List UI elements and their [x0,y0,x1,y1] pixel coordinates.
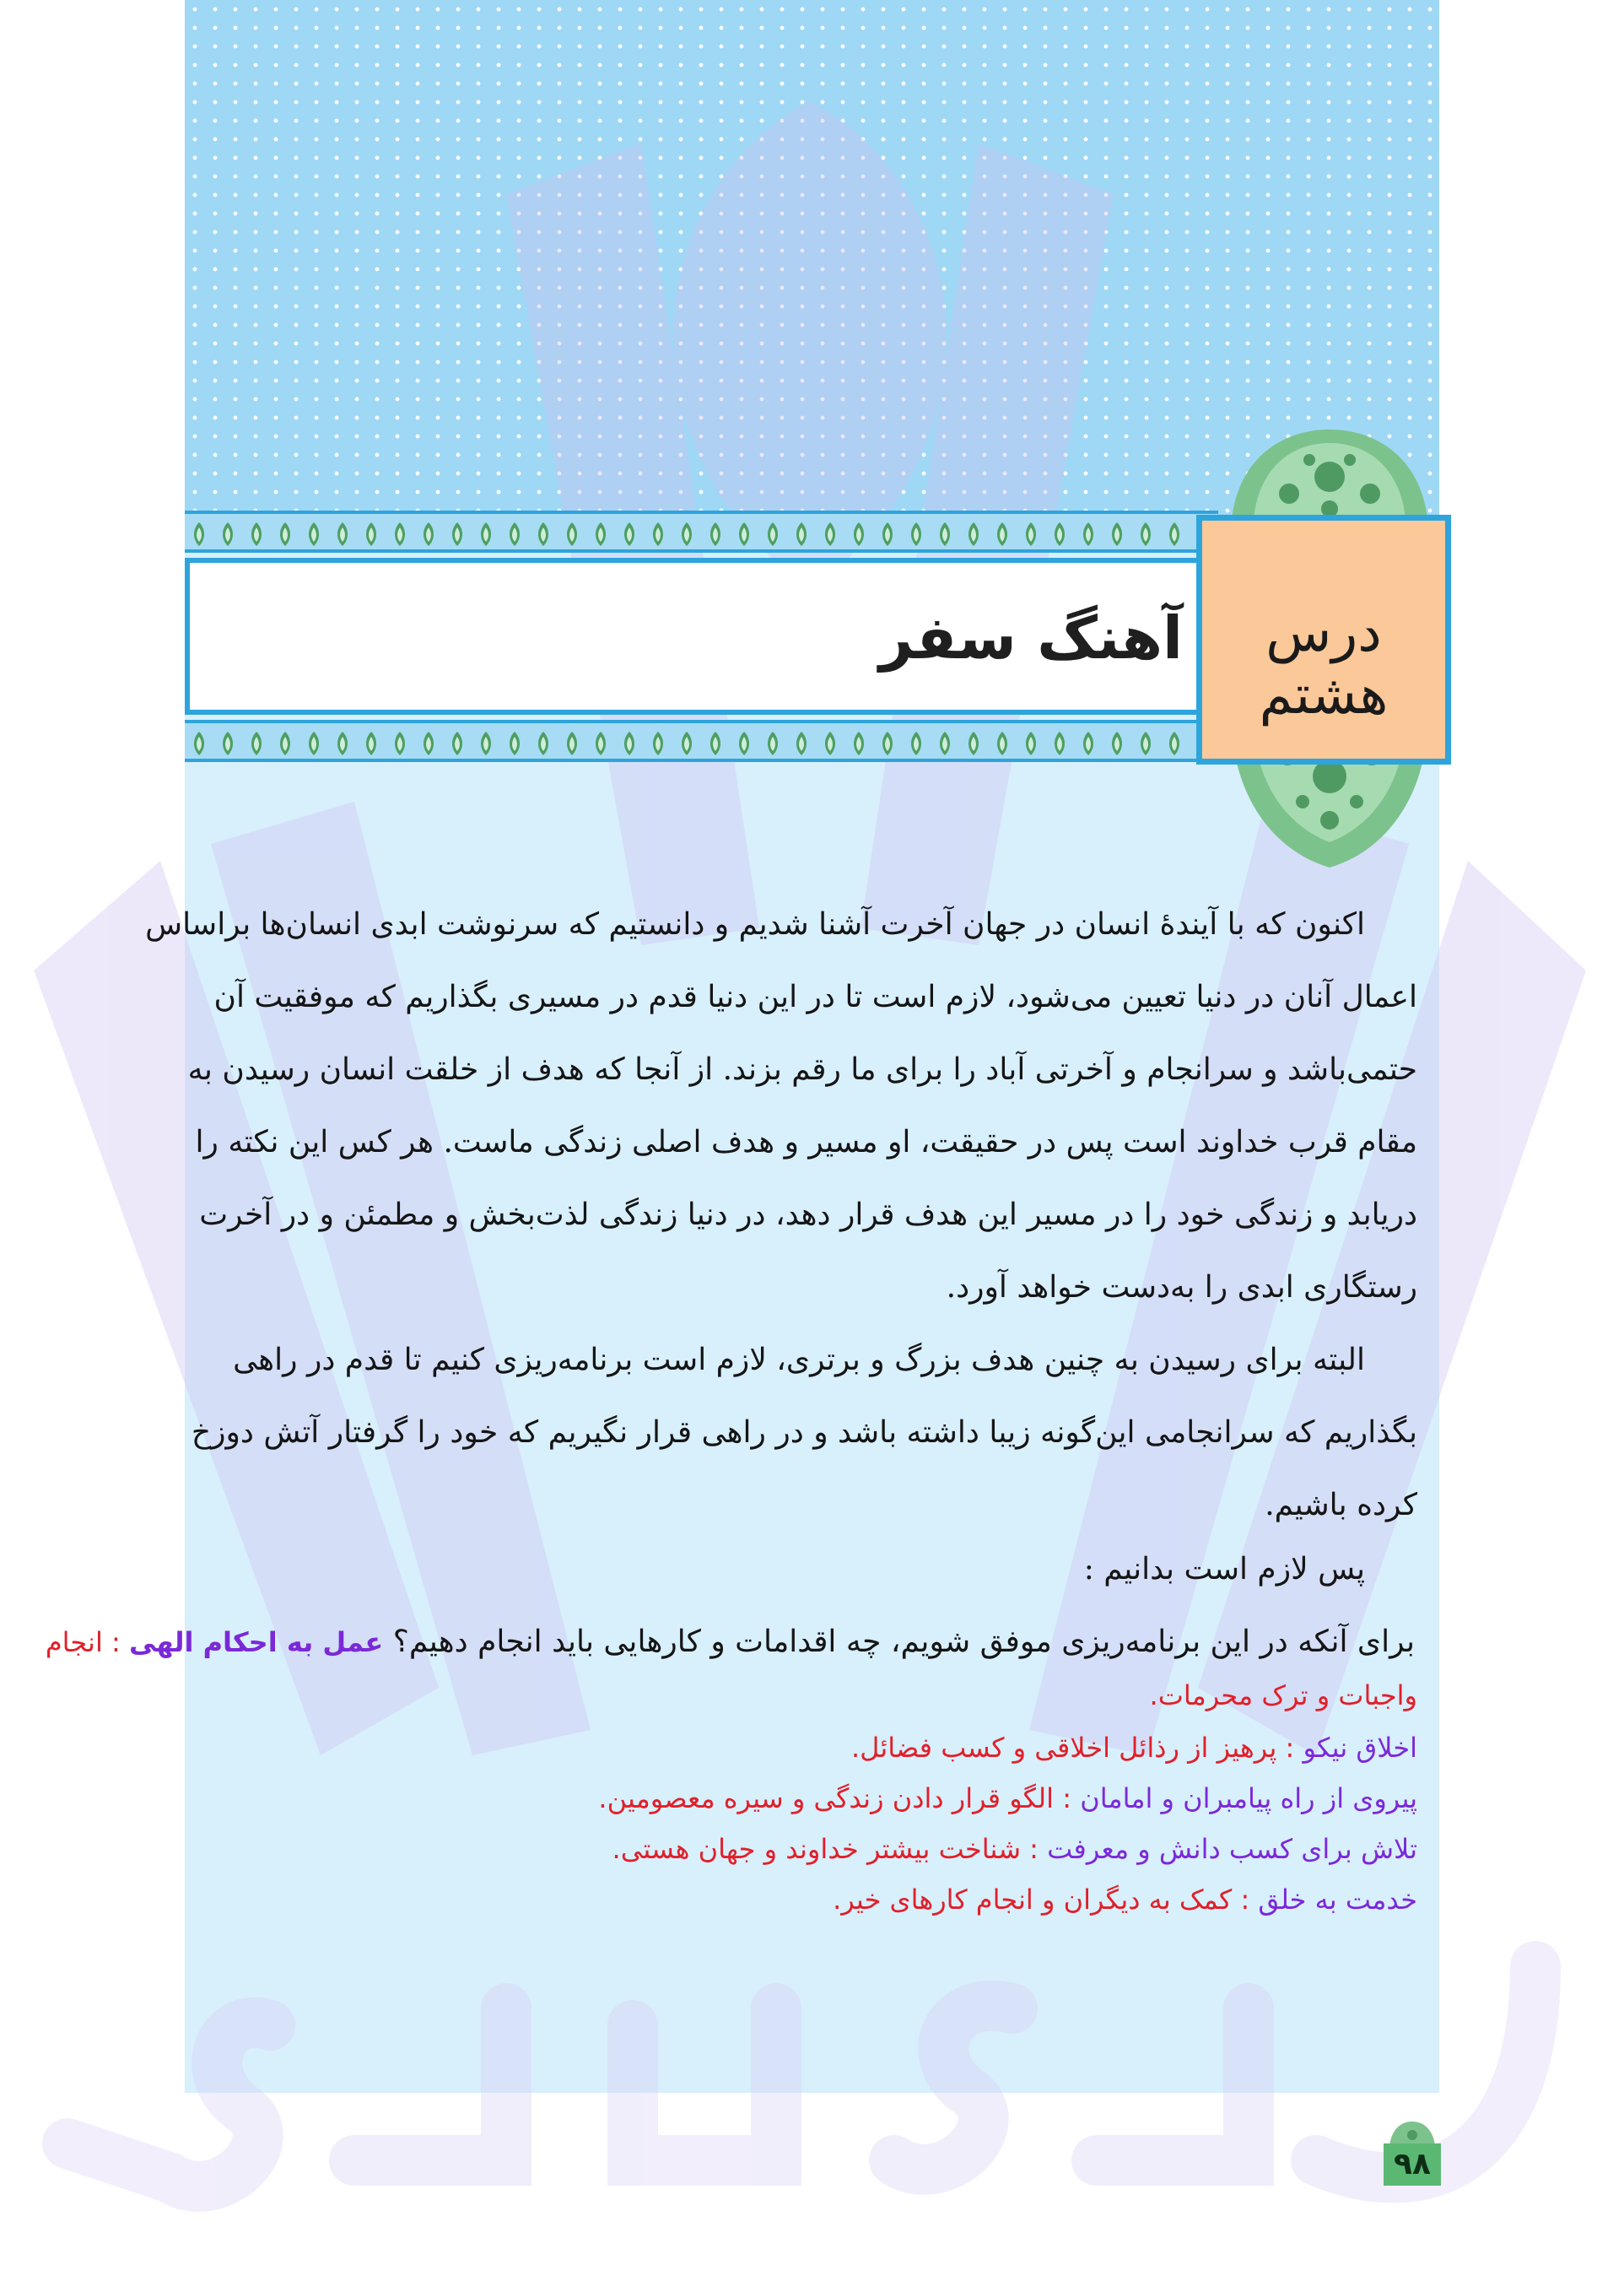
paragraph-line: حتمی‌باشد و سرانجام و آخرتی آباد را برای ما رقم بزند. از آنجا که هدف از خلقت انسان رسیدن به [187,1052,1417,1087]
paragraph-line: اکنون که با آیندهٔ انسان در جهان آخرت آشنا شدیم و دانستیم که سرنوشت ابدی انسان‌ها براساس [145,907,1365,942]
paragraph-line: رستگاری ابدی را به‌دست خواهد آورد. [946,1270,1417,1305]
lesson-title: آهنگ سفر [879,603,1183,673]
answer-item [612,1833,1417,1865]
paragraph-line: مقام قرب خداوند است پس در حقیقت، او مسیر و هدف اصلی زندگی ماست. هر کس این نکته را [195,1125,1417,1160]
paragraph-line: البته برای رسیدن به چنین هدف بزرگ و برتری، لازم است برنامه‌ریزی کنیم تا قدم در راهی [233,1343,1365,1377]
paragraph-line: اعمال آنان در دنیا تعیین می‌شود، لازم است تا در این دنیا قدم در مسیری بگذاریم که موفقیت آن [213,980,1417,1014]
answer-item [833,1884,1417,1916]
rosette-ornament-top [1222,426,1438,519]
paragraph-line: دریابد و زندگی خود را در مسیر این هدف قرار دهد، در دنیا زندگی لذت‌بخش و مطمئن و در آخرت [199,1197,1417,1232]
answer-term: عمل به احکام الهی [128,1626,384,1658]
lesson-number-box [1196,515,1451,765]
page-number-ornament-icon [1388,2120,1437,2145]
ornament-border-bottom [185,720,1218,762]
answer-desc: : انجام [45,1626,129,1658]
answer-desc: واجبات و ترک محرمات. [1149,1679,1417,1711]
question-text: برای آنکه در این برنامه‌ریزی موفق شویم، چه اقدامات و کارهایی باید انجام دهیم؟ [392,1624,1415,1659]
answer-item [1150,1679,1417,1711]
answer-item [598,1782,1417,1814]
answer-desc: : پرهیز از رذائل اخلاقی و کسب فضائل. [850,1732,1303,1764]
answer-desc: : کمک به دیگران و انجام کارهای خیر. [833,1884,1259,1916]
answer-item [851,1732,1417,1764]
lesson-number-label: درس هشتم [1259,602,1389,727]
paragraph-line: کرده باشیم. [1265,1488,1417,1522]
answer-term: خدمت به خلق [1258,1884,1417,1916]
answer-term: پیروی از راه پیامبران و امامان [1080,1782,1417,1814]
question-line [45,1624,1415,1659]
intro-line: پس لازم است بدانیم : [1083,1552,1365,1587]
answer-term: اخلاق نیکو [1303,1732,1417,1764]
leaf-pattern-icon [185,727,1218,762]
leaf-pattern-icon [185,517,1218,553]
page-number: ۹۸ [1394,2147,1431,2181]
answer-term: تلاش برای کسب دانش و معرفت [1047,1833,1417,1865]
page-number-box [1384,2143,1441,2186]
answer-desc: : شناخت بیشتر خداوند و جهان هستی. [612,1833,1048,1865]
paragraph-line: بگذاریم که سرانجامی این‌گونه زیبا داشته باشد و در راهی قرار نگیریم که خود را گرفتار آتش دوزخ [191,1415,1417,1450]
lesson-title-banner [185,511,1218,764]
answer-desc: : الگو قرار دادن زندگی و سیره معصومین. [598,1782,1081,1814]
ornament-border-top [185,511,1218,553]
title-box [185,558,1218,715]
